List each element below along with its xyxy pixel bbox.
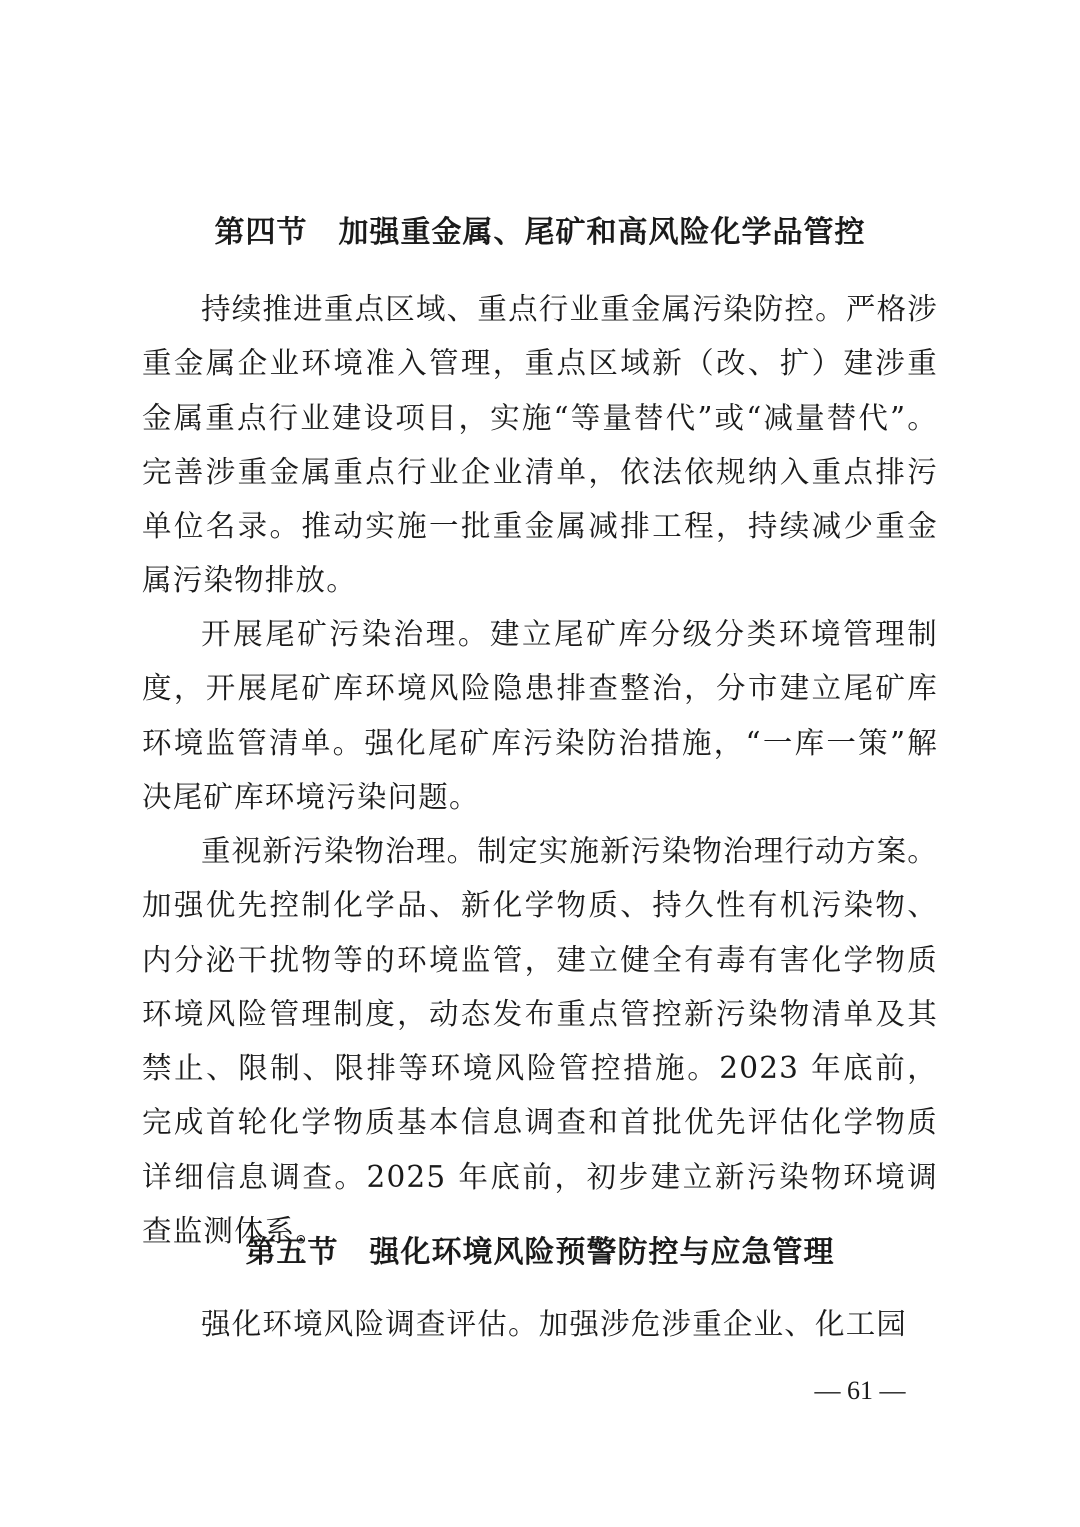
section-4-heading: 第四节 加强重金属、尾矿和高风险化学品管控 [214, 215, 866, 250]
section-4-paragraph-3: 重视新污染物治理。制定实施新污染物治理行动方案。加强优先控制化学品、新化学物质、持久性有机污染物、内分泌干扰物等的环境监管，建立健全有毒有害化学物质环境风险管理制度，动态发布重点管控新污染物清单及其禁止、限制、限排等环境风险管控措施。2023 年底前，完成首轮化学物质基本信息调查和首批优先评估化学物质详细信息调查。2025 年底前，初步建立新污染物环境调查监测体系。 [142, 834, 938, 1249]
section-5-paragraph-1: 强化环境风险调查评估。加强涉危涉重企业、化工园 [201, 1307, 908, 1341]
section-5-heading: 第五节 强化环境风险预警防控与应急管理 [245, 1235, 835, 1270]
section-4-paragraph-2: 开展尾矿污染治理。建立尾矿库分级分类环境管理制度，开展尾矿库环境风险隐患排查整治，分市建立尾矿库环境监管清单。强化尾矿库污染防治措施，“一库一策”解决尾矿库环境污染问题。 [142, 617, 938, 814]
section-4-paragraph-1: 持续推进重点区域、重点行业重金属污染防控。严格涉重金属企业环境准入管理，重点区域新（改、扩）建涉重金属重点行业建设项目，实施“等量替代”或“减量替代”。完善涉重金属重点行业企业清单，依法依规纳入重点排污单位名录。推动实施一批重金属减排工程，持续减少重金属污染物排放。 [142, 292, 938, 598]
page-number: — 61 — [814, 1376, 906, 1405]
